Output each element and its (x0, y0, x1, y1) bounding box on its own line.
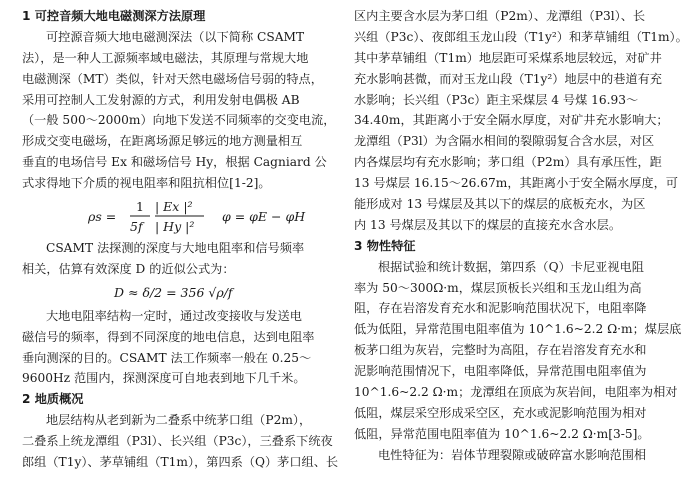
p5-line: 内各煤层均有充水影响；茅口组（P2m）具有承压性，距 (354, 155, 662, 170)
p6-line: 率为 50～300Ω·m，煤层顶板长兴组和玉龙山组为高 (354, 280, 642, 295)
p1-line: 形成交变电磁场，在距离场源足够远的地方测量相互 (22, 134, 303, 149)
p1-line: 垂直的电场信号 Ex 和磁场信号 Hy，根据 Cagniard 公 (22, 155, 327, 170)
formula-depth: D ≈ δ/2 = 356 √ρ/f (114, 284, 233, 300)
formula-hy: | Hy |² (155, 219, 195, 235)
p1-line: 采用可控制人工发射源的方式，利用发射电偶极 AB (22, 92, 300, 107)
p6-line: 10^1.6~2.2 Ω·m；龙潭组在顶底为灰岩间，电阻率为相对 (354, 385, 678, 400)
formula-frac-num: 1 (136, 199, 144, 215)
p2-line: 相关，估算有效深度 D 的近似公式为： (22, 261, 235, 276)
p5-line: 能形成对 13 号煤层及其以下的煤层的底板充水，为区 (354, 197, 646, 212)
p5-line: 充水影响甚微，而对玉龙山段（T1y²）地层中的巷道有充 (354, 71, 662, 86)
right-column (354, 6, 688, 466)
p1-line: 电磁测深（MT）类似，针对天然电磁场信号弱的特点， (22, 71, 323, 86)
p6-line: 阻，存在岩溶发育充水和泥影响范围状况下，电阻率降 (354, 301, 647, 316)
p1-line: 式求得地下介质的视电阻率和阻抗相位[1-2]。 (22, 176, 271, 191)
p3-line: 大地电阻率结构一定时，通过改变接收与发送电 (46, 308, 302, 323)
p5-line: 其中茅草铺组（T1m）地层距可采煤系地层较远，对矿井 (354, 50, 662, 65)
p6-line: 低阻，煤层采空形成采空区，充水或泥影响范围为相对 (354, 405, 647, 420)
p3-line: 磁信号的频率，得到不同深度的地电信息，达到电阻率 (22, 329, 315, 344)
p5-line: 区内主要含水层为茅口组（P2m）、龙潭组（P3l）、长 (354, 9, 646, 23)
p1-line: 法），是一种人工源频率域电磁法，其原理与常规大地 (22, 50, 309, 65)
depth-formula (22, 280, 334, 306)
left-column (22, 6, 339, 473)
p6-line: 低阻，异常范围电阻率值为 10^1.6~2.2 Ω·m[3-5]。 (354, 426, 650, 441)
cagniard-formula (22, 194, 334, 238)
formula-rho: ρs = (88, 209, 117, 225)
section-heading-1: 1 可控音频大地电磁测深方法原理 (22, 9, 206, 23)
p6-line: 根据试验和统计数据，第四系（Q）卡尼亚视电阻 (378, 259, 644, 274)
p4-line: 地层结构从老到新为二叠系中统茅口组（P2m）， (46, 413, 312, 428)
p6-line: 泥影响范围情况下，电阻率降低，异常范围电阻率值为 (354, 364, 647, 379)
p3-line: 9600Hz 范围内，探测深度可自地表到地下几千米。 (22, 371, 306, 386)
p1-line: （一般 500～2000m）向地下发送不同频率的交变电流， (22, 113, 336, 128)
p6-line: 低为低阻，异常范围电阻率值为 10^1.6~2.2 Ω·m；煤层底 (354, 322, 682, 337)
formula-frac-den: 5f (130, 219, 143, 235)
p5-line: 13 号煤层 16.15～26.67m，其距离小于安全隔水厚度，可 (354, 176, 678, 191)
p2-line: CSAMT 法探测的深度与大地电阻率和信号频率 (46, 241, 305, 256)
p4-line: 郎组（T1y）、茅草铺组（T1m），第四系（Q）茅口组、长 (22, 455, 339, 470)
section-heading-3: 3 物性特征 (354, 238, 416, 253)
p5-line: 水影响；长兴组（P3c）距主采煤层 4 号煤 16.93～ (354, 92, 639, 107)
p4-line: 二叠系上统龙潭组（P3l）、长兴组（P3c），三叠系下统夜 (22, 434, 333, 449)
p6-line: 板茅口组为灰岩，完整时为高阻，存在岩溶发育充水和 (354, 343, 647, 358)
formula-phi: φ = φE − φH (222, 209, 306, 225)
p5-line: 龙潭组（P3l）为含隔水相间的裂隙弱复合含水层，对区 (354, 134, 655, 149)
section-heading-2: 2 地质概况 (22, 392, 84, 407)
p7-line: 电性特征为：岩体节理裂隙或破碎富水影响范围相 (378, 447, 647, 462)
p3-line: 垂向测深的目的。CSAMT 法工作频率一般在 0.25～ (22, 350, 312, 365)
p1-line: 可控源音频大地电磁测深法（以下简称 CSAMT (46, 29, 305, 44)
formula-ex: | Ex |² (155, 199, 193, 215)
p5-line: 兴组（P3c）、夜郎组玉龙山段（T1y²）和茅草铺组（T1m）。 (354, 29, 688, 44)
p5-line: 内 13 号煤层及其以下的煤层的直接充水含水层。 (354, 217, 622, 232)
p5-line: 34.40m，其距离小于安全隔水厚度，对矿井充水影响大； (354, 113, 669, 128)
